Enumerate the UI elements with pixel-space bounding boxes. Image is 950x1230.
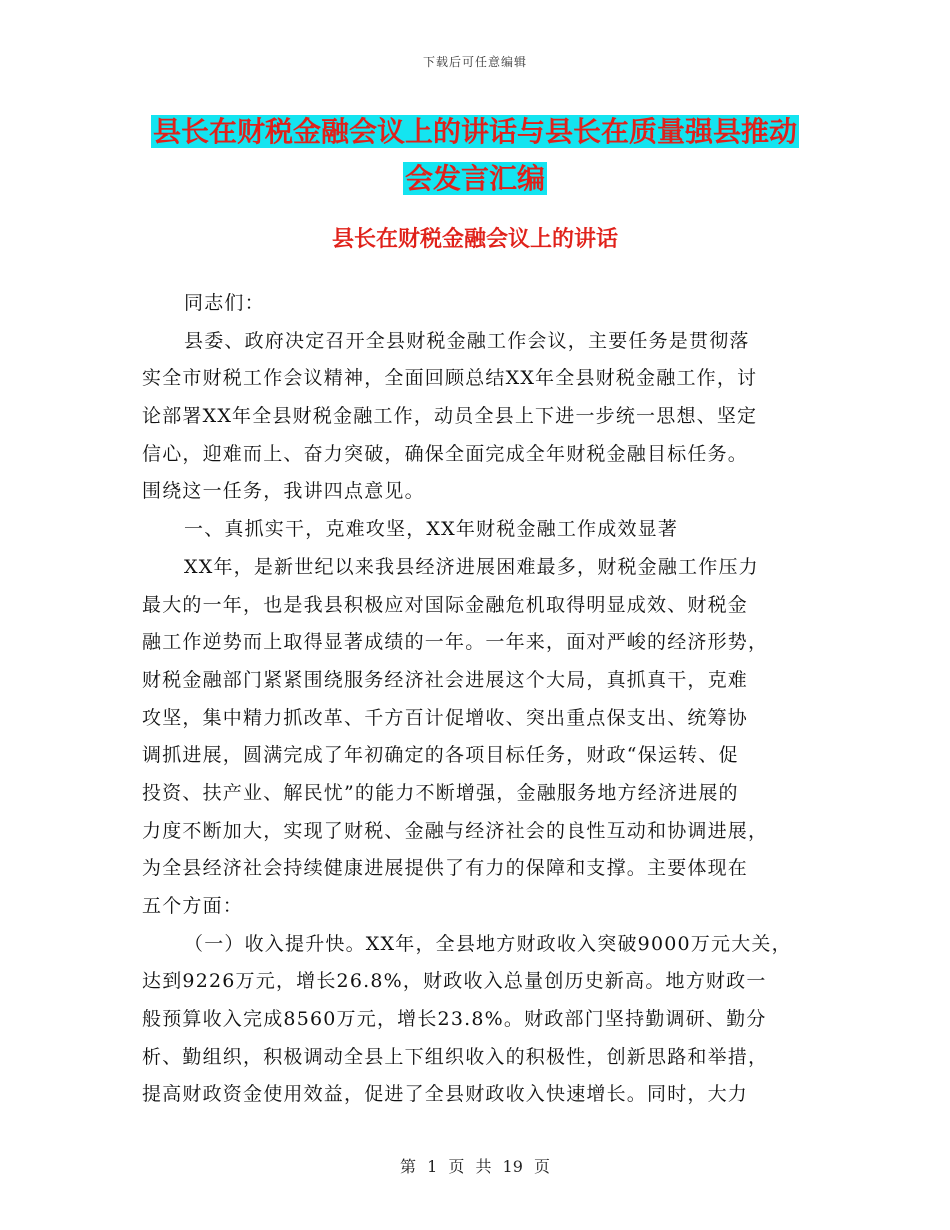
main-title-line-1: 县长在财税金融会议上的讲话与县长在质量强县推动 <box>152 115 797 148</box>
body-line: 为全县经济社会持续健康进展提供了有力的保障和支撑。主要体现在 <box>142 857 749 880</box>
body-line: XX年，是新世纪以来我县经济进展困难最多，财税金融工作压力 <box>184 555 759 578</box>
body-line: 调抓进展，圆满完成了年初确定的各项目标任务，财政“保运转、促 <box>142 744 739 767</box>
body-line: 析、勤组织，积极调动全县上下组织收入的积极性，创新思路和举措， <box>142 1045 769 1068</box>
body-line: 实全市财税工作会议精神，全面回顾总结XX年全县财税金融工作，讨 <box>142 367 758 390</box>
section-title: 县长在财税金融会议上的讲话 <box>331 227 618 252</box>
body-line: 信心，迎难而上、奋力突破，确保全面完成全年财税金融目标任务。 <box>142 442 749 465</box>
body-line: 达到9226万元，增长26.8%，财政收入总量创历史新高。地方财政一 <box>142 970 767 993</box>
body-line: 投资、扶产业、解民忧”的能力不断增强，金融服务地方经济进展的 <box>142 781 739 804</box>
body-line: 攻坚，集中精力抓改革、千方百计促增收、突出重点保支出、统筹协 <box>142 706 749 729</box>
body-line: 融工作逆势而上取得显著成绩的一年。一年来，面对严峻的经济形势， <box>142 631 769 654</box>
body-line: 般预算收入完成8560万元，增长23.8%。财政部门坚持勤调研、勤分 <box>142 1008 767 1031</box>
body-line: 提高财政资金使用效益，促进了全县财政收入快速增长。同时，大力 <box>142 1083 749 1106</box>
body-line: 最大的一年，也是我县积极应对国际金融危机取得明显成效、财税金 <box>142 593 749 616</box>
body-line: 同志们： <box>184 292 265 314</box>
body-line: （一）收入提升快。XX年，全县地方财政收入突破9000万元大关， <box>184 932 792 955</box>
main-title <box>120 108 830 202</box>
body-text <box>142 285 832 1114</box>
header-note: 下载后可任意编辑 <box>422 55 527 69</box>
body-line: 论部署XX年全县财税金融工作，动员全县上下进一步统一思想、坚定 <box>142 405 758 428</box>
body-line: 财税金融部门紧紧围绕服务经济社会进展这个大局，真抓真干，克难 <box>142 668 749 691</box>
body-line: 围绕这一任务，我讲四点意见。 <box>142 480 425 503</box>
body-line: 力度不断加大，实现了财税、金融与经济社会的良性互动和协调进展， <box>142 819 769 842</box>
body-line: 一、真抓实干，克难攻坚，XX年财税金融工作成效显著 <box>184 518 679 541</box>
body-line: 五个方面： <box>142 895 244 917</box>
page-footer: 第 1 页 共 19 页 <box>400 1157 550 1176</box>
body-line: 县委、政府决定召开全县财税金融工作会议，主要任务是贯彻落 <box>184 329 750 352</box>
main-title-line-2: 会发言汇编 <box>404 162 545 195</box>
